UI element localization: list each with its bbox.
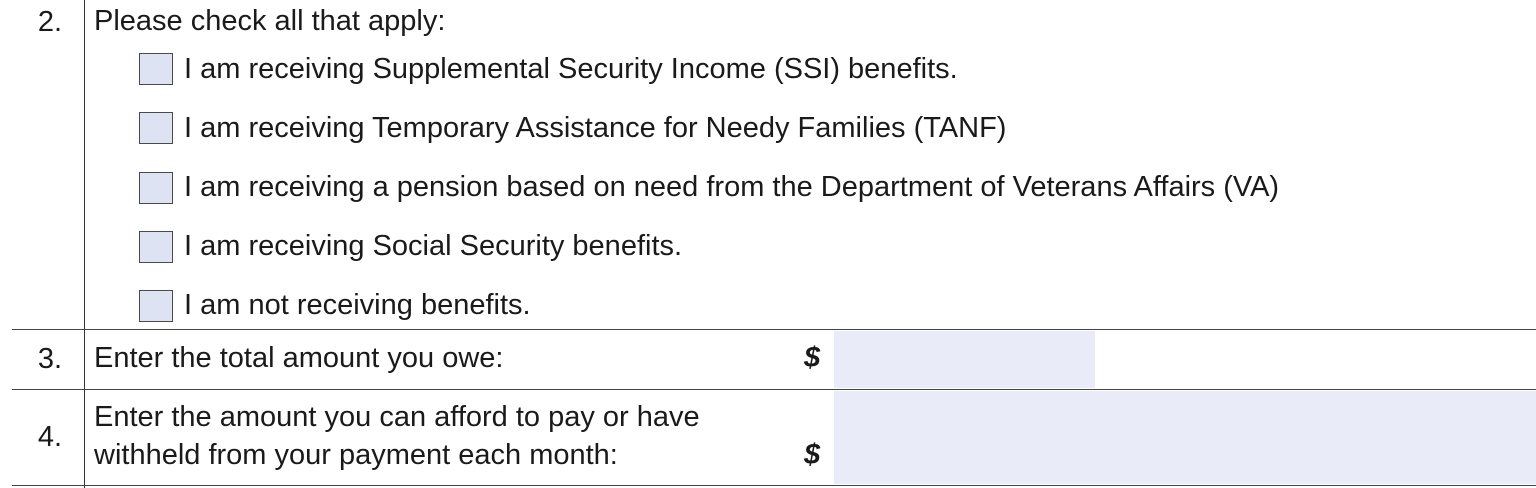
checkbox-no-benefits[interactable]: [139, 290, 173, 322]
option-va-pension-label: I am receiving a pension based on need from the Department of Veterans Affairs (VA): [184, 171, 1280, 203]
q3-number: 3.: [37, 343, 62, 375]
option-ssi-label: I am receiving Supplemental Security Income (SSI) benefits.: [184, 53, 958, 85]
q3-label: Enter the total amount you owe:: [94, 342, 504, 374]
q4-label-line2: withheld from your payment each month:: [94, 439, 618, 471]
column-divider: [84, 0, 85, 488]
total-owed-field[interactable]: [834, 331, 1095, 388]
row-divider-bottom: [12, 485, 1536, 486]
checkbox-tanf[interactable]: [139, 112, 173, 144]
option-tanf-label: I am receiving Temporary Assistance for Needy Families (TANF): [184, 112, 1007, 144]
q2-prompt: Please check all that apply:: [94, 5, 446, 37]
q4-number: 4.: [37, 421, 62, 453]
row-divider-3-4: [12, 389, 1536, 390]
q2-number: 2.: [37, 6, 62, 38]
monthly-payment-field[interactable]: [834, 391, 1536, 484]
q3-currency-sign: $: [804, 342, 821, 374]
q4-currency-sign: $: [804, 439, 821, 471]
checkbox-ssi[interactable]: [139, 53, 173, 85]
q4-label-line1: Enter the amount you can afford to pay or have: [94, 401, 700, 433]
checkbox-va-pension[interactable]: [139, 172, 173, 204]
row-divider-2-3: [12, 329, 1536, 330]
checkbox-social-security[interactable]: [139, 231, 173, 263]
option-no-benefits-label: I am not receiving benefits.: [184, 289, 531, 321]
option-social-security-label: I am receiving Social Security benefits.: [184, 230, 683, 262]
